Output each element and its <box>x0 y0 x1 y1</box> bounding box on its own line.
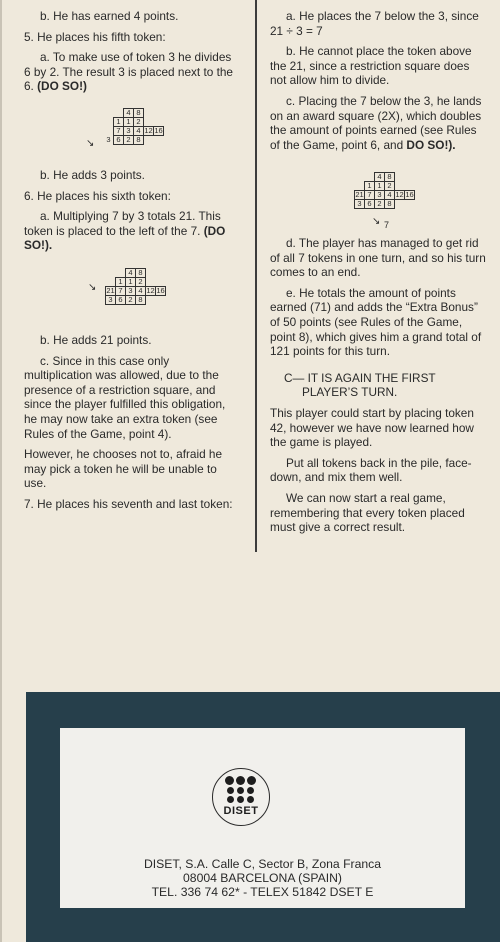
board-diagram-1: 4 8 1 1 2 7 3 4 12 16 3 6 2 8 <box>106 108 163 144</box>
right-p2: b. He cannot place the token above the 21, since a restriction square does not allow him to divide. <box>270 44 472 88</box>
right-p8: We can now start a real game, remembering that every token placed must give a correct result. <box>270 490 465 535</box>
grid3-extra: 7 <box>384 220 390 230</box>
arrow-icon: ↘ <box>86 138 95 149</box>
arrow-icon: ↘ <box>372 216 381 227</box>
left-column-3 <box>24 333 240 512</box>
column-divider <box>255 0 257 552</box>
diset-logo <box>212 768 270 826</box>
left-p2: 5. He places his fifth token: <box>24 29 166 44</box>
left-p3: a. To make use of token 3 he divides 6 by 2. The result 3 is placed next to the 6. (DO SO!) <box>24 50 233 94</box>
left-p1: b. He has earned 4 points. <box>40 9 179 23</box>
left-p9: However, he chooses not to, afraid he may pick a token he will be unable to use. <box>24 447 223 491</box>
arrow-icon: ↘ <box>88 282 97 293</box>
left-p10: 7. He places his seventh and last token: <box>24 496 233 511</box>
right-p4: d. The player has managed to get rid of all 7 tokens in one turn, and so his turn comes to an end. <box>270 236 486 280</box>
board-diagram-2: 4 8 1 1 2 21 7 3 4 12 16 3 6 2 8 <box>106 268 165 304</box>
right-column <box>270 0 486 152</box>
left-column-2 <box>24 168 240 253</box>
logo-text: DISET <box>223 805 259 817</box>
address-line-2: 08004 BARCELONA (SPAIN) <box>183 871 342 885</box>
right-column-2 <box>270 236 486 535</box>
left-p6: a. Multiplying 7 by 3 totals 21. This token is placed to the left of the 7. (DO SO!). <box>24 209 226 253</box>
left-p4: b. He adds 3 points. <box>40 168 145 182</box>
right-p3: c. Placing the 7 below the 3, he lands on an award square (2X), which doubles the amount of points earned (see Rules of the Game, point 6, and DO SO!). <box>270 93 482 152</box>
left-p7: b. He adds 21 points. <box>40 333 152 347</box>
left-p8: c. Since in this case only multiplication was allowed, due to the presence of a restriction square, and since the player fulfilled this obligation, he may now take an extra token (see Rules of the Game, point 4). <box>24 353 226 441</box>
page-edge <box>0 0 2 942</box>
address-line-1: DISET, S.A. Calle C, Sector B, Zona Franca <box>143 857 382 871</box>
right-p7: Put all tokens back in the pile, face-down, and mix them well. <box>270 455 472 485</box>
section-heading: C— IT IS AGAIN THE FIRST PLAYER’S TURN. <box>284 370 436 400</box>
right-p6: This player could start by placing token 42, however we have now learned how the game is played. <box>270 405 474 450</box>
board-diagram-3: 4 8 1 1 2 21 7 3 4 12 16 3 6 2 8 <box>355 172 414 208</box>
right-p1: a. He places the 7 below the 3, since 21 ÷ 3 = 7 <box>270 9 479 38</box>
left-column <box>24 0 240 94</box>
left-p5: 6. He places his sixth token: <box>24 188 171 203</box>
address-line-3: TEL. 336 74 62* - TELEX 51842 DSET E <box>151 885 374 899</box>
right-p5: e. He totals the amount of points earned (71) and adds the “Extra Bonus” of 50 points (see Rules of the Game, point 8), which gives him a grand total of 121 points for this turn. <box>270 285 482 359</box>
